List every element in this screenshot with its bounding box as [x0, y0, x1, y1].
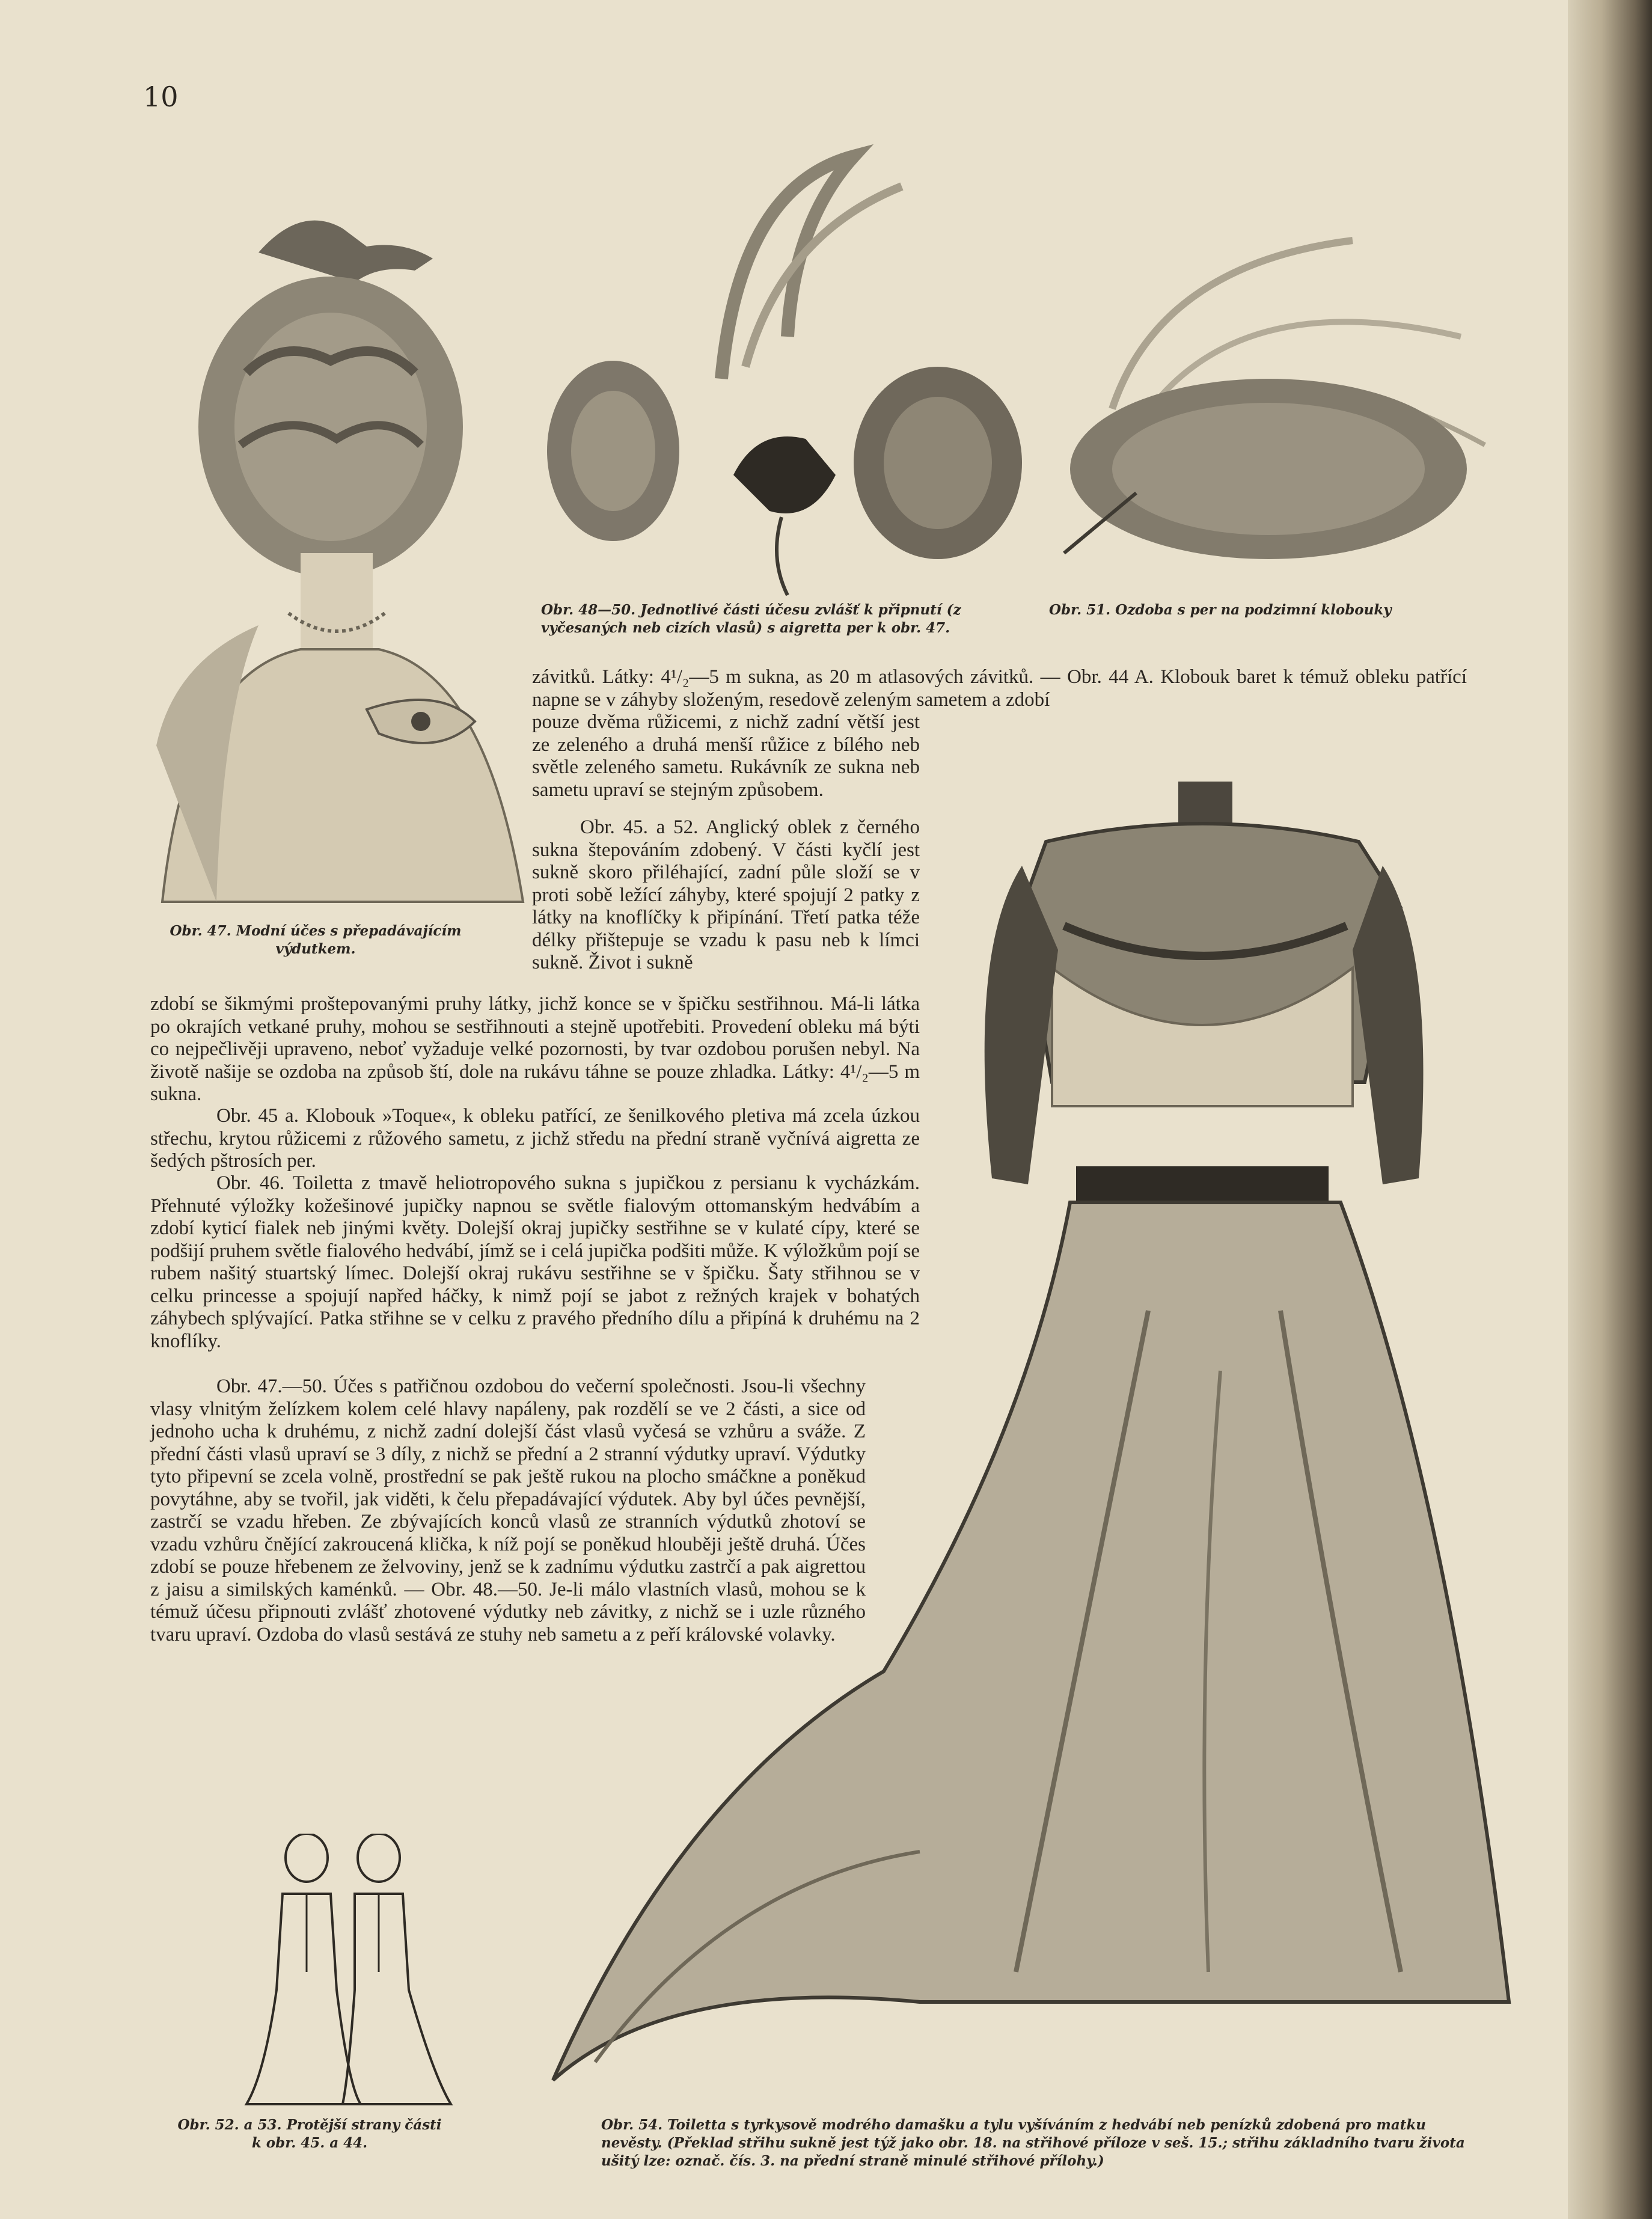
- caption-figure-52-53: Obr. 52. a 53. Protější strany části k obr. 45. a 44.: [177, 2117, 442, 2151]
- figure-54-gown-illustration: [547, 770, 1521, 2092]
- text-paragraph-45a: Obr. 45 a. Klobouk »Toque«, k obleku patřící, ze šenilkového pletiva má zcela úzkou střechu, krytou růžicemi z růžového sametu, z jichž středu na přední straně vyčnívá aigretta ze šedých pštrosích per.: [150, 1105, 920, 1172]
- binding-spine: [1568, 0, 1652, 2219]
- text-paragraph-narrow: pouze dvěma růžicemi, z nichž zadní větší jest ze zeleného a druhá menší růžice z bílého neb světle zeleného sametu. Rukávník ze sukna neb sametu upraví se stejným způsobem.: [532, 711, 920, 801]
- caption-figure-54: Obr. 54. Toiletta s tyrkysově modrého damašku a tylu vyšíváním z hedvábí neb penízků zdobená pro matku nevěsty. (Překlad střihu sukně jest týž jako obr. 18. na střihové příloze v seš. 15.; střihu základního tvaru života ušitý lze: označ. čís. 3. na přední straně minulé střihové přílohy.): [601, 2117, 1465, 2169]
- caption-figure-51: Obr. 51. Ozdoba s per na podzimní klobouky: [1049, 602, 1392, 618]
- text-paragraph-45-narrow: Obr. 45. a 52. Anglický oblek z černého sukna štepováním zdobený. V části kyčlí jest sukně skoro přiléhající, zadní půle složí se v proti sobě ležící záhyby, které spojují 2 patky z látky na knoflíčky k připínání. Třetí patka téže délky přištepuje se vzadu k pasu neb k límci sukně. Život i sukně: [532, 816, 920, 973]
- figure-52-53-outline-figures: [240, 1834, 457, 2110]
- text-paragraph-47-50: Obr. 47.—50. Účes s patřičnou ozdobou do večerní společnosti. Jsou-li všechny vlasy vlnitým želízkem kolem celé hlavy napáleny, pak rozdělí se ve 2 části, a sice od jednoho ucha k druhému, z nichž zadní dolejší část vlasů vyčesá se vzhůru a sváže. Z přední části vlasů upraví se 3 díly, z nichž se přední a 2 stranní výdutky upraví. Výdutky tyto připevní se zcela volně, prostřední se pak ještě rukou na plocho smáčkne a poněkud povytáhne, aby se tvořil, jak viděti, k čelu přepadávající výdutek. Aby byl účes pevnější, zastrčí se vzadu hřeben. Ze zbývajících konců vlasů ze stranních výdutků zhotoví se vzadu vzhůru čnějící zakroucená klička, k níž pojí se poněkud hlouběji ještě druhá. Účes zdobí se pouze hřebenem ze želvoviny, jenž se k zadnímu výdutku zastrčí a pak aigrettou z jaisu a similských kaménků. — Obr. 48.—50. Je-li málo vlastních vlasů, mohou se k témuž účesu připnouti zvlášť zhotovené výdutky neb závitky, z nichž se i uzle různého tvaru upraví. Ozdoba do vlasů sestává ze stuhy neb sametu a z peří královské volavky.: [150, 1376, 866, 1645]
- figure-47-hairstyle-illustration: [150, 192, 535, 914]
- text-paragraph-45-wide: zdobí se šikmými proštepovanými pruhy látky, jichž konce se v špičku sestřihnou. Má-li látka po okrajích vetkané pruhy, mohou se sestřihnouti a stejně upotřebiti. Provedení obleku má býti co nejpečlivěji upraveno, neboť vyžaduje velké pozornosti, by tvar ozdobou porušen nebyl. Na životě našije se ozdoba na způsob ští, dole na rukávu táhne se pouze zhladka. Látky: 4¹/₂—5 m sukna.: [150, 993, 920, 1105]
- text-paragraph-46: Obr. 46. Toiletta z tmavě heliotropového sukna s jupičkou z persianu k vycházkám. Přehnuté výložky kožešinové jupičky napnou se světle fialovým ottomanským hedvábím a zdobí kyticí fialek neb jinými květy. Dolejší okraj jupičky sestřihne se v kulaté cípy, které se podšijí pruhem světle fialového hedvábí, jímž se i celá jupička podšiti může. K výložkům pojí se rubem našitý stuartský límec. Dolejší okraj rukávu sestřihne se v špičku. Šaty střihnou se v celku princesse a spojují napřed háčky, k nimž pojí se jabot z režných krajek v bohatých záhybech splývající. Patka střihne se v celku z pravého předního dílu a připíná k druhému na 2 knoflíky.: [150, 1172, 920, 1352]
- caption-figure-48-50: Obr. 48—50. Jednotlivé části účesu zvlášť k připnutí (z vyčesaných neb cizích vlasů) s aigretta per k obr. 47.: [541, 602, 961, 636]
- page-number: 10: [143, 81, 179, 113]
- figure-48-50-hair-pieces-illustration: [541, 138, 1034, 601]
- figure-51-feather-ornament-illustration: [1040, 228, 1509, 577]
- text-paragraph-lead: závitků. Látky: 4¹/₂—5 m sukna, as 20 m atlasových závitků. — Obr. 44 A. Klobouk baret k témuž obleku patřící napne se v záhyby složeným, resedově zeleným sametem a zdobí: [532, 666, 1467, 711]
- caption-figure-47: Obr. 47. Modní účes s přepadávajícím výdutkem.: [170, 923, 462, 957]
